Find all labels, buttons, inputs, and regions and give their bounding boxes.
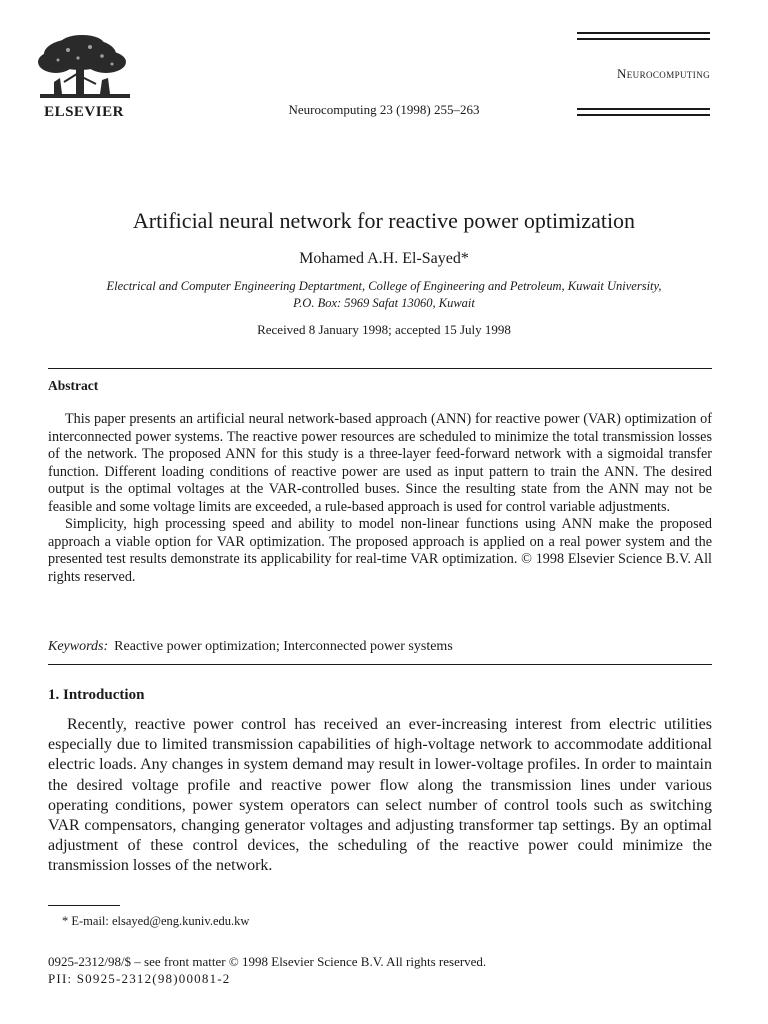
affiliation-line-1: Electrical and Computer Engineering Deptartment, College of Engineering and Petroleum, Kuwait University, — [106, 279, 662, 293]
affiliation-line-2: P.O. Box: 5969 Safat 13060, Kuwait — [293, 296, 475, 310]
journal-citation: Neurocomputing 23 (1998) 255–263 — [288, 102, 480, 117]
pii-line: PII: S0925-2312(98)00081-2 — [48, 971, 231, 986]
masthead-rule-top-2 — [577, 38, 710, 40]
keywords — [48, 639, 712, 655]
abstract-paragraph-2: Simplicity, high processing speed and ability to model non-linear functions using ANN make the proposed approach a viable option for VAR optimization. The proposed approach is applied on a real power system and the presented test results demonstrate its applicability for real-time VAR optimization. © 1998 Elsevier Science B.V. All rights reserved. — [48, 516, 712, 585]
introduction-body — [48, 715, 712, 877]
abstract-body — [48, 411, 712, 586]
article-title: Artificial neural network for reactive power optimization — [132, 208, 636, 233]
keywords-text: Reactive power optimization; Interconnected power systems — [114, 639, 453, 654]
author-name: Mohamed A.H. El-Sayed* — [299, 250, 469, 267]
introduction-paragraph: Recently, reactive power control has received an ever-increasing interest from electric utilities especially due to limited transmission capabilities of high-voltage network to accommodate additional electric loads. Any changes in system demand may result in lower-voltage profiles. In order to maintain the desired voltage profile and reactive power flow along the transmission lines under various operating conditions, power system operators can select number of control tools such as switching VAR compensators, changing generator voltages and adjusting transformer tap settings. By an optimal adjustment of these control devices, the scheduling of the reactive power could minimize the transmission losses of the network. — [48, 716, 712, 875]
publisher-name: ELSEVIER — [44, 104, 124, 120]
copyright-line: 0925-2312/98/$ – see front matter © 1998 Elsevier Science B.V. All rights reserved. — [48, 954, 487, 969]
masthead-rule-bottom-1 — [577, 108, 710, 110]
author-email-footnote: * E-mail: elsayed@eng.kuniv.edu.kw — [62, 914, 250, 928]
keywords-label: Keywords: — [48, 639, 109, 654]
divider-top — [48, 368, 712, 369]
footnote-rule — [48, 905, 120, 906]
author-affiliation — [48, 278, 720, 312]
journal-masthead — [577, 32, 710, 118]
journal-name: Neurocomputing — [617, 66, 710, 81]
abstract-paragraph-1: This paper presents an artificial neural network-based approach (ANN) for reactive power (VAR) optimization of interconnected power systems. The reactive power resources are scheduled to minimize the total transmission losses of the network. The proposed ANN for this study is a three-layer feed-forward network with a sigmoidal transfer function. Different loading conditions of reactive power are used as input pattern to train the ANN. The desired output is the optimal voltages at the VAR-controlled buses. Since the resulting state from the ANN may not be feasible and some voltage limits are exceeded, a rule-based approach is used for control variable adjustments. — [48, 411, 712, 515]
masthead-rule-bottom-2 — [577, 114, 710, 116]
masthead-rule-top-1 — [577, 32, 710, 34]
abstract-heading: Abstract — [48, 378, 99, 393]
divider-bottom — [48, 664, 712, 665]
received-dates: Received 8 January 1998; accepted 15 July 1998 — [257, 322, 511, 337]
section-heading-introduction: 1. Introduction — [48, 687, 145, 703]
